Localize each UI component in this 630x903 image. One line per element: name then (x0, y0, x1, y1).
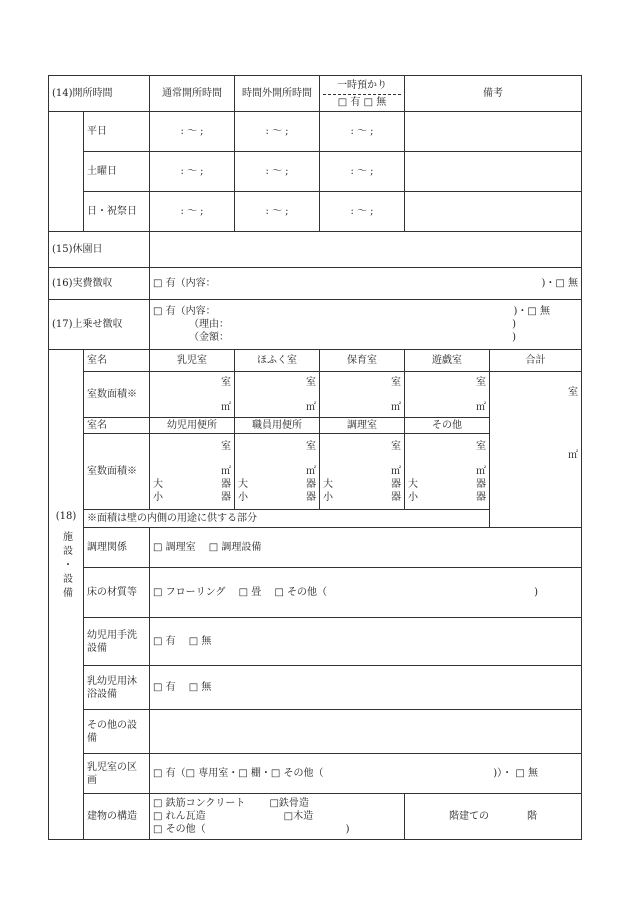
weekday-extra[interactable]: : 〜 ; (235, 112, 320, 152)
room-nursery: 保育室 (320, 350, 405, 372)
closed-days-label: (15)休園日 (49, 232, 150, 268)
room-total-header: 合計 (490, 350, 582, 372)
cooking-label: 調理関係 (84, 528, 150, 568)
facility-num: (18) (55, 511, 77, 522)
holiday-regular[interactable]: : 〜 ; (150, 192, 235, 232)
infant-partition-value[interactable]: □ 有（□ 専用室・□ 棚・□ その他（ )）・ □ 無 (150, 754, 582, 794)
room-kitchen: 調理室 (320, 418, 405, 434)
infant-area[interactable]: 室 ㎡ (150, 372, 235, 418)
extra-hours-header: 時間外開所時間 (235, 76, 320, 112)
floor-label: 床の材質等 (84, 568, 150, 618)
weekday-temp[interactable]: : 〜 ; (320, 112, 405, 152)
actual-cost-value[interactable]: □ 有（内容： (153, 278, 216, 289)
row-holiday-label: 日・祝祭日 (84, 192, 150, 232)
facility-section-label (49, 350, 84, 840)
room-name-label-2: 室名 (84, 418, 150, 434)
crawl-area[interactable]: 室 ㎡ (235, 372, 320, 418)
extra-charge-amount-close: ) (512, 332, 516, 343)
toilet-staff-area[interactable]: 室 ㎡ 大 器 小 器 (235, 434, 320, 510)
regular-hours-header: 通常開所時間 (150, 76, 235, 112)
toilet-child-area[interactable]: 室 ㎡ 大 器 小 器 (150, 434, 235, 510)
nursery-area[interactable]: 室 ㎡ (320, 372, 405, 418)
play-area[interactable]: 室 ㎡ (405, 372, 490, 418)
actual-cost-label: (16)実費徴収 (49, 268, 150, 300)
saturday-extra[interactable]: : 〜 ; (235, 152, 320, 192)
holiday-temp[interactable]: : 〜 ; (320, 192, 405, 232)
infant-partition-label: 乳児室の区画 (84, 754, 150, 794)
actual-cost-none[interactable]: )・□ 無 (541, 278, 578, 289)
weekday-regular[interactable]: : 〜 ; (150, 112, 235, 152)
temp-care-options[interactable]: □ 有 □ 無 (323, 94, 401, 109)
row-weekday-label: 平日 (84, 112, 150, 152)
extra-charge-label: (17)上乗せ徴収 (49, 300, 150, 350)
remarks-header: 備考 (405, 76, 582, 112)
opening-hours-label: (14)開所時間 (49, 76, 150, 112)
room-area-label-1: 室数面積※ (84, 372, 150, 418)
structure-options[interactable]: □ 鉄筋コンクリート □鉄骨造 □ れん瓦造 □木造 □ その他（ ) (150, 794, 405, 840)
holiday-remarks[interactable] (405, 192, 582, 232)
kitchen-area[interactable]: 室 ㎡ 大 器 小 器 (320, 434, 405, 510)
bath-label: 乳幼児用沐浴設備 (84, 666, 150, 710)
room-infant: 乳児室 (150, 350, 235, 372)
holiday-extra[interactable]: : 〜 ; (235, 192, 320, 232)
other-area[interactable]: 室 ㎡ 大 器 小 器 (405, 434, 490, 510)
area-note: ※面積は壁の内側の用途に供する部分 (84, 510, 582, 528)
extra-charge-reason[interactable]: （理由： (189, 319, 229, 330)
closed-days-field[interactable] (150, 232, 582, 268)
floors-field[interactable]: 階建ての 階 (405, 794, 582, 840)
extra-charge-amount[interactable]: （金額： (189, 332, 229, 343)
other-equipment-label: その他の設備 (84, 710, 150, 754)
room-crawl: ほふく室 (235, 350, 320, 372)
saturday-temp[interactable]: : 〜 ; (320, 152, 405, 192)
facility-form-table (48, 75, 582, 840)
bath-value[interactable]: □ 有 □ 無 (150, 666, 582, 710)
room-area-label-2: 室数面積※ (84, 434, 150, 510)
saturday-regular[interactable]: : 〜 ; (150, 152, 235, 192)
extra-charge-reason-close: ) (512, 319, 516, 330)
floor-value[interactable]: □ フローリング □ 畳 □ その他（ ) (150, 568, 582, 618)
room-other: その他 (405, 418, 490, 434)
temp-care-header (320, 76, 405, 112)
handwash-value[interactable]: □ 有 □ 無 (150, 618, 582, 666)
facility-vertical-title: 施設・設備 (60, 531, 72, 601)
room-toilet-child: 幼児用便所 (150, 418, 235, 434)
room-name-label-1: 室名 (84, 350, 150, 372)
temp-care-title: 一時預かり (337, 79, 387, 91)
other-equipment-field[interactable] (150, 710, 582, 754)
extra-charge-content[interactable]: □ 有（内容： (153, 306, 216, 317)
extra-charge-field[interactable] (150, 300, 582, 350)
structure-label: 建物の構造 (84, 794, 150, 840)
handwash-label: 幼児用手洗設備 (84, 618, 150, 666)
extra-charge-none[interactable]: )・□ 無 (513, 306, 550, 317)
saturday-remarks[interactable] (405, 152, 582, 192)
row-saturday-label: 土曜日 (84, 152, 150, 192)
room-play: 遊戯室 (405, 350, 490, 372)
actual-cost-field[interactable] (150, 268, 582, 300)
room-total-value[interactable]: 室 ㎡ (490, 372, 582, 528)
cooking-value[interactable]: □ 調理室 □ 調理設備 (150, 528, 582, 568)
weekday-remarks[interactable] (405, 112, 582, 152)
room-toilet-staff: 職員用便所 (235, 418, 320, 434)
